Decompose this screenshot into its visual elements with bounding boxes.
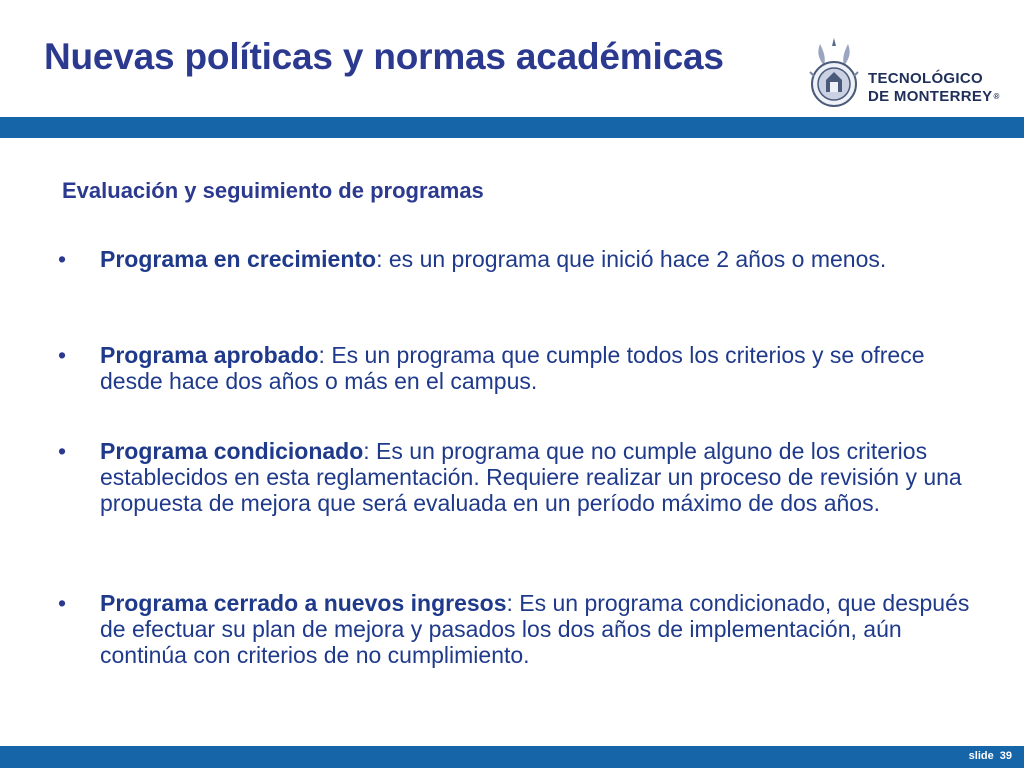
slide-label: slide <box>968 750 994 762</box>
bullet-marker: • <box>58 342 67 368</box>
header-divider-bar <box>0 117 1024 138</box>
section-subtitle: Evaluación y seguimiento de programas <box>62 178 484 203</box>
bullet-term: Programa aprobado <box>100 342 319 368</box>
seal-icon <box>806 36 862 110</box>
bullet-description: : Es un programa que cumple todos los criterios y se ofrece desde hace dos años o más en el campus. <box>100 342 925 394</box>
slide-number <box>969 750 1012 762</box>
institution-logo <box>806 36 1006 110</box>
logo-line-1: TECNOLÓGICO <box>868 70 983 87</box>
bullet-marker: • <box>58 246 67 272</box>
bullet-text <box>100 590 990 668</box>
bullet-term: Programa en crecimiento <box>100 246 377 272</box>
bullet-description: : Es un programa que no cumple alguno de los criterios establecidos en esta reglamentación. Requiere realizar un proceso de revisión y una propuesta de mejora que será evaluada en un período máximo de dos años. <box>100 438 962 516</box>
bullet-description: : es un programa que inició hace 2 años o menos. <box>376 246 887 272</box>
slide-number-value: 39 <box>999 750 1012 762</box>
footer-bar <box>0 746 1024 768</box>
bullet-term: Programa cerrado a nuevos ingresos <box>100 590 507 616</box>
slide-title: Nuevas políticas y normas académicas <box>44 36 724 77</box>
bullet-text <box>100 246 990 272</box>
logo-line-2: DE MONTERREY <box>868 88 993 105</box>
bullet-text <box>100 342 990 394</box>
bullet-marker: • <box>58 438 67 464</box>
bullet-term: Programa condicionado <box>100 438 364 464</box>
bullet-text <box>100 438 990 516</box>
bullet-description: : Es un programa condicionado, que después de efectuar su plan de mejora y pasados los dos años de implementación, aún continúa con criterios de no cumplimiento. <box>100 590 970 668</box>
bullet-marker: • <box>58 590 67 616</box>
logo-wordmark <box>868 70 1000 106</box>
registered-mark: ® <box>993 92 1000 101</box>
